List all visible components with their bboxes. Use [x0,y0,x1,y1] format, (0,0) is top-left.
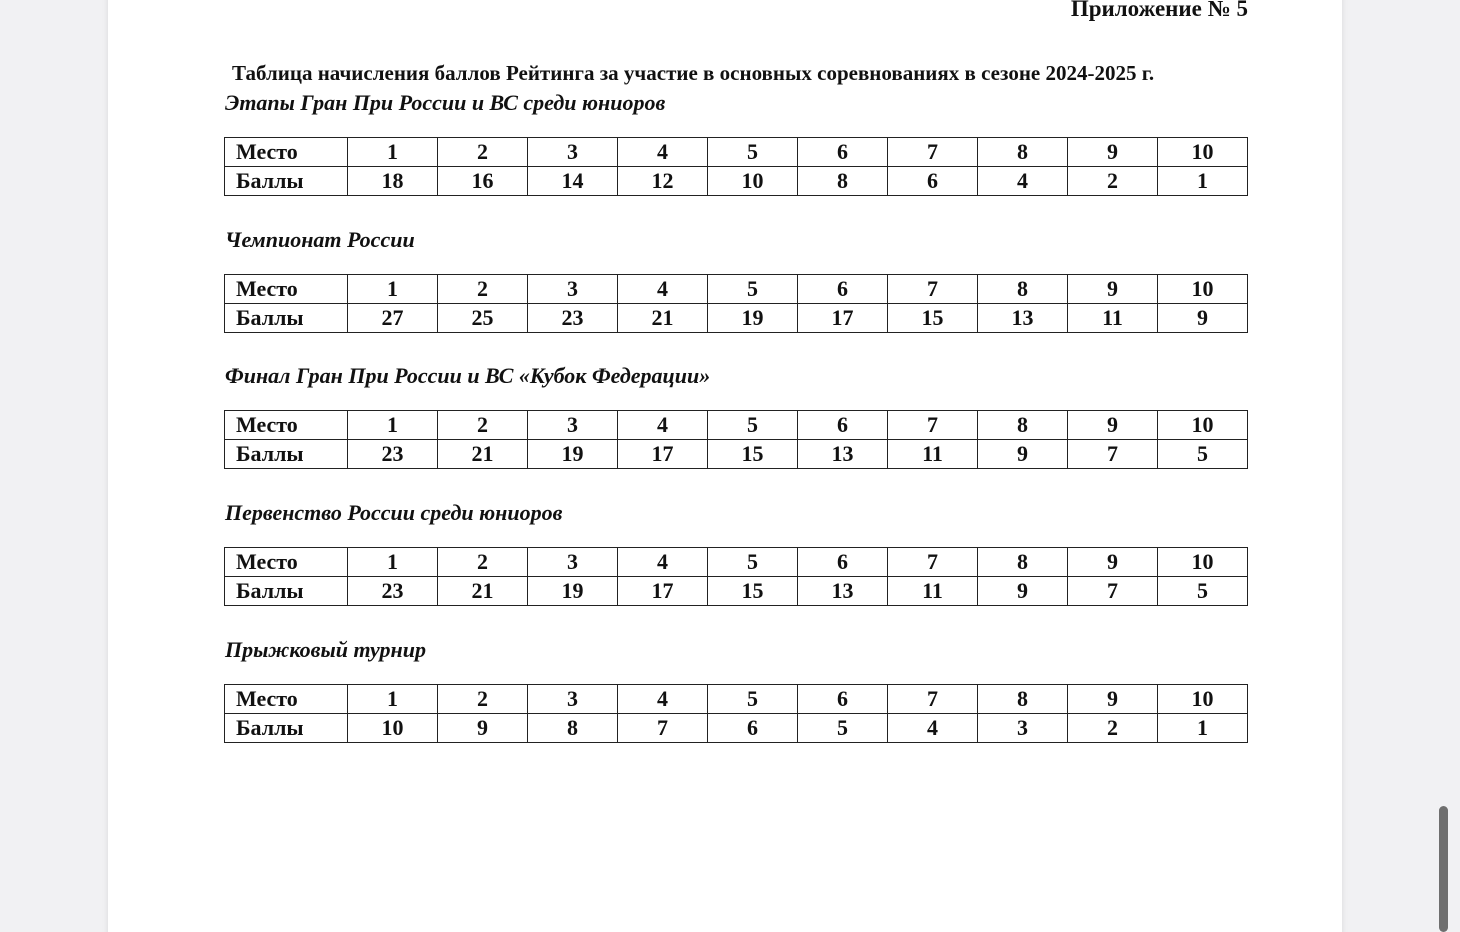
points-table [224,274,1248,333]
place-cell: 8 [978,275,1068,304]
place-cell: 3 [528,685,618,714]
points-cell: 21 [438,440,528,469]
points-cell: 16 [438,167,528,196]
appendix-label: Приложение № 5 [1070,0,1248,21]
place-cell: 8 [978,138,1068,167]
place-cell: 7 [888,548,978,577]
place-cell: 8 [978,411,1068,440]
points-cell: 6 [708,714,798,743]
points-cell: 3 [978,714,1068,743]
place-cell: 3 [528,138,618,167]
points-cell: 19 [708,304,798,333]
places-row [225,138,1248,167]
points-cell: 17 [798,304,888,333]
points-row [225,714,1248,743]
points-cell: 5 [1158,440,1248,469]
section-title: Финал Гран При России и ВС «Кубок Федерации» [225,363,711,388]
place-cell: 1 [348,138,438,167]
points-cell: 1 [1158,167,1248,196]
points-cell: 11 [888,440,978,469]
place-cell: 4 [618,411,708,440]
points-row-label: Баллы [225,577,348,606]
place-cell: 1 [348,548,438,577]
place-cell: 9 [1068,548,1158,577]
place-cell: 6 [798,411,888,440]
place-cell: 2 [438,548,528,577]
points-cell: 5 [798,714,888,743]
points-cell: 1 [1158,714,1248,743]
points-cell: 23 [348,577,438,606]
points-cell: 9 [978,577,1068,606]
place-cell: 7 [888,138,978,167]
place-cell: 5 [708,411,798,440]
place-cell: 4 [618,685,708,714]
place-cell: 6 [798,275,888,304]
points-cell: 23 [528,304,618,333]
place-cell: 3 [528,548,618,577]
place-cell: 7 [888,685,978,714]
points-cell: 27 [348,304,438,333]
section-title: Прыжковый турнир [225,637,426,662]
points-cell: 7 [618,714,708,743]
place-cell: 6 [798,548,888,577]
place-cell: 4 [618,548,708,577]
place-cell: 5 [708,685,798,714]
points-cell: 18 [348,167,438,196]
points-table [224,684,1248,743]
points-cell: 13 [978,304,1068,333]
points-cell: 13 [798,577,888,606]
points-cell: 17 [618,440,708,469]
points-cell: 9 [1158,304,1248,333]
place-cell: 5 [708,548,798,577]
points-cell: 4 [978,167,1068,196]
places-row [225,685,1248,714]
points-cell: 25 [438,304,528,333]
points-table [224,410,1248,469]
place-cell: 10 [1158,275,1248,304]
points-row-label: Баллы [225,714,348,743]
place-cell: 9 [1068,275,1158,304]
points-cell: 7 [1068,577,1158,606]
points-cell: 17 [618,577,708,606]
place-cell: 6 [798,138,888,167]
place-cell: 9 [1068,411,1158,440]
place-row-label: Место [225,548,348,577]
points-cell: 10 [708,167,798,196]
points-cell: 21 [618,304,708,333]
place-cell: 4 [618,275,708,304]
place-cell: 3 [528,275,618,304]
place-cell: 2 [438,685,528,714]
points-row [225,304,1248,333]
points-cell: 5 [1158,577,1248,606]
points-cell: 14 [528,167,618,196]
place-row-label: Место [225,138,348,167]
points-cell: 15 [708,577,798,606]
places-row [225,411,1248,440]
points-cell: 6 [888,167,978,196]
place-row-label: Место [225,685,348,714]
points-cell: 23 [348,440,438,469]
points-row-label: Баллы [225,304,348,333]
points-cell: 9 [978,440,1068,469]
place-cell: 10 [1158,138,1248,167]
points-cell: 10 [348,714,438,743]
place-cell: 2 [438,138,528,167]
points-cell: 8 [528,714,618,743]
place-cell: 10 [1158,685,1248,714]
place-cell: 8 [978,685,1068,714]
document-title: Таблица начисления баллов Рейтинга за участие в основных соревнованиях в сезоне 2024-2025 г. [232,61,1155,85]
points-row [225,440,1248,469]
section-title: Этапы Гран При России и ВС среди юниоров [225,90,666,115]
place-cell: 1 [348,685,438,714]
place-cell: 4 [618,138,708,167]
points-cell: 8 [798,167,888,196]
place-cell: 5 [708,138,798,167]
place-row-label: Место [225,411,348,440]
place-cell: 1 [348,411,438,440]
place-cell: 7 [888,275,978,304]
section-title: Первенство России среди юниоров [225,500,563,525]
place-cell: 9 [1068,138,1158,167]
place-cell: 10 [1158,548,1248,577]
place-cell: 6 [798,685,888,714]
place-cell: 9 [1068,685,1158,714]
points-cell: 2 [1068,714,1158,743]
points-cell: 11 [1068,304,1158,333]
points-row-label: Баллы [225,440,348,469]
points-cell: 19 [528,577,618,606]
place-cell: 7 [888,411,978,440]
place-cell: 5 [708,275,798,304]
places-row [225,548,1248,577]
points-cell: 15 [708,440,798,469]
points-cell: 11 [888,577,978,606]
points-table [224,547,1248,606]
section-title: Чемпионат России [225,227,415,252]
document-page [108,0,1342,932]
place-cell: 10 [1158,411,1248,440]
points-cell: 7 [1068,440,1158,469]
place-row-label: Место [225,275,348,304]
points-cell: 12 [618,167,708,196]
points-cell: 15 [888,304,978,333]
place-cell: 3 [528,411,618,440]
vertical-scrollbar[interactable] [1439,806,1448,932]
points-cell: 13 [798,440,888,469]
place-cell: 2 [438,275,528,304]
points-row [225,167,1248,196]
points-row-label: Баллы [225,167,348,196]
place-cell: 2 [438,411,528,440]
points-row [225,577,1248,606]
points-cell: 19 [528,440,618,469]
points-cell: 4 [888,714,978,743]
place-cell: 8 [978,548,1068,577]
points-table [224,137,1248,196]
points-cell: 2 [1068,167,1158,196]
place-cell: 1 [348,275,438,304]
points-cell: 9 [438,714,528,743]
points-cell: 21 [438,577,528,606]
places-row [225,275,1248,304]
